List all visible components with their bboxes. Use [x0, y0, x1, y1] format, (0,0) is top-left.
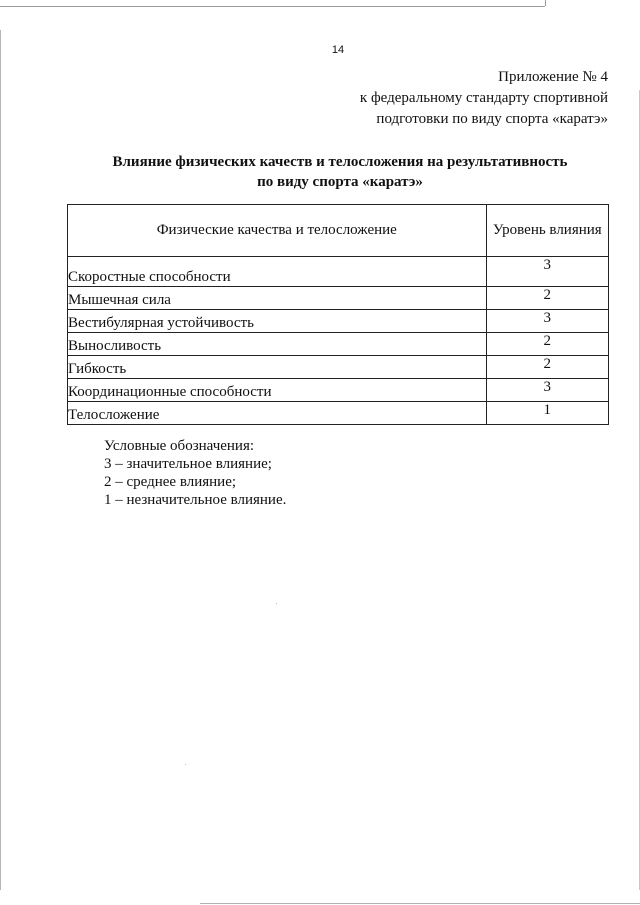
appendix-line-1: Приложение № 4 — [498, 69, 608, 85]
document-title-line-1: Влияние физических качеств и телосложения на результативность — [112, 154, 568, 170]
appendix-header — [360, 67, 608, 130]
table-row — [68, 402, 609, 425]
quality-cell: Телосложение — [68, 402, 487, 425]
quality-cell: Выносливость — [68, 333, 487, 356]
header-quality: Физические качества и телосложение — [68, 205, 487, 257]
table-row — [68, 257, 609, 287]
scan-speck — [185, 764, 186, 765]
legend-item: 2 – среднее влияние; — [104, 474, 237, 490]
table-header-row — [68, 205, 609, 257]
table-row — [68, 379, 609, 402]
legend — [104, 437, 286, 509]
level-cell: 2 — [486, 287, 608, 310]
scan-edge-top — [0, 0, 545, 7]
table-row — [68, 287, 609, 310]
scan-edge-left — [0, 30, 1, 890]
level-cell: 1 — [486, 402, 608, 425]
quality-cell: Вестибулярная устойчивость — [68, 310, 487, 333]
table-row — [68, 356, 609, 379]
table-row — [68, 333, 609, 356]
document-title-line-2: по виду спорта «каратэ» — [257, 174, 423, 190]
quality-cell: Скоростные способности — [68, 257, 487, 287]
page-number: 14 — [331, 44, 345, 56]
level-cell: 2 — [486, 333, 608, 356]
legend-item: 1 – незначительное влияние. — [104, 492, 287, 508]
level-cell: 3 — [486, 379, 608, 402]
quality-cell: Координационные способности — [68, 379, 487, 402]
influence-table — [67, 204, 609, 425]
document-title — [60, 152, 620, 192]
level-cell: 2 — [486, 356, 608, 379]
level-cell: 3 — [486, 310, 608, 333]
table-row — [68, 310, 609, 333]
legend-heading: Условные обозначения: — [104, 438, 255, 454]
scan-speck — [276, 603, 277, 604]
quality-cell: Гибкость — [68, 356, 487, 379]
appendix-line-2: к федеральному стандарту спортивной — [359, 90, 608, 106]
scan-edge-bottom — [200, 903, 640, 904]
appendix-line-3: подготовки по виду спорта «каратэ» — [376, 111, 608, 127]
level-cell: 3 — [486, 257, 608, 287]
legend-item: 3 – значительное влияние; — [104, 456, 272, 472]
quality-cell: Мышечная сила — [68, 287, 487, 310]
header-level: Уровень влияния — [486, 205, 608, 257]
scan-edge-top-right — [545, 0, 546, 6]
